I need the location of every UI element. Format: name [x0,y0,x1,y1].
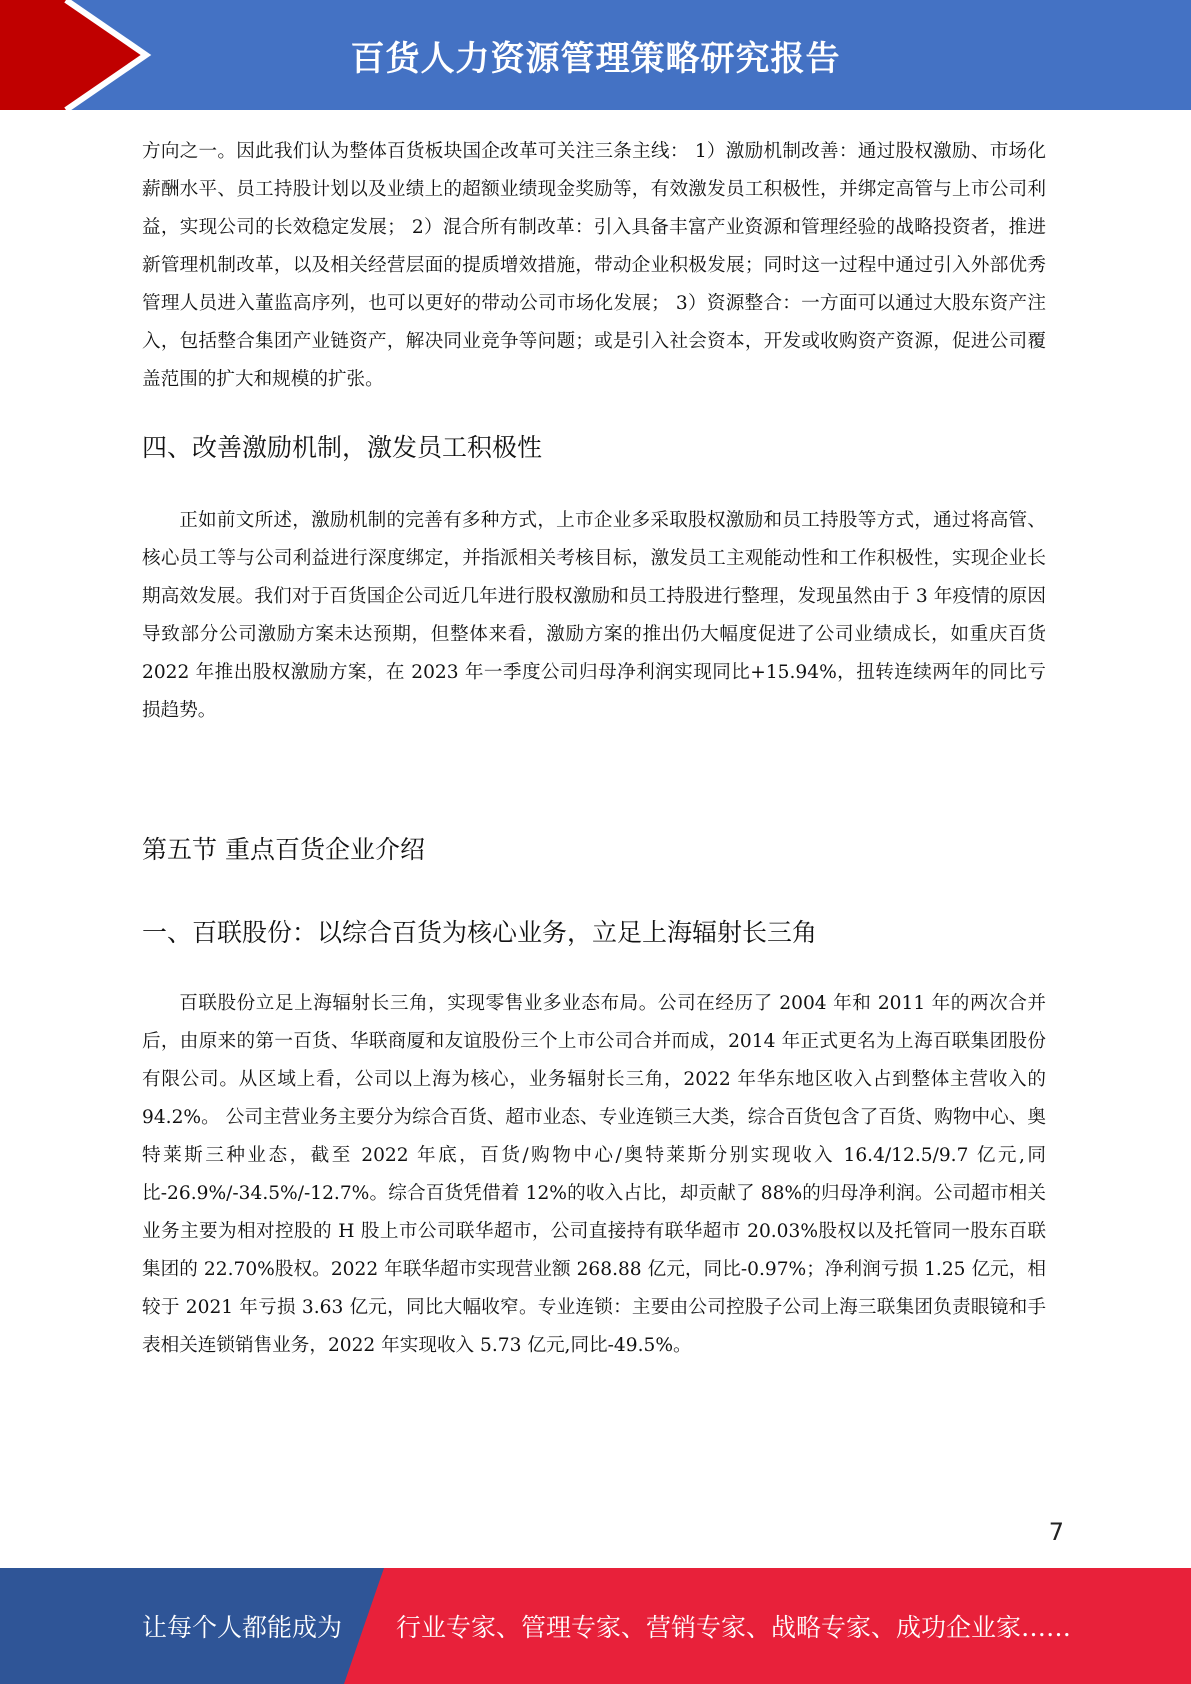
body-paragraph-3 [142,985,1046,1365]
heading-section-4 [142,428,1046,464]
heading-text: 一、百联股份：以综合百货为核心业务，立足上海辐射长三角 [142,918,818,947]
paragraph-text: 方向之一。因此我们认为整体百货板块国企改革可关注三条主线： 1）激励机制改善：通过股权激励、市场化薪酬水平、员工持股计划以及业绩上的超额业绩现金奖励等，有效激发员工积极性，并绑定高管与上市公司利益，实现公司的长效稳定发展； 2）混合所有制改革：引入具备丰富产业资源和管理经验的战略投资者，推进新管理机制改革，以及相关经营层面的提质增效措施，带动企业积极发展；同时这一过程中通过引入外部优秀管理人员进入董监高序列，也可以更好的带动公司市场化发展； 3）资源整合：一方面可以通过大股东资产注入，包括整合集团产业链资产，解决同业竞争等问题；或是引入社会资本，开发或收购资产资源，促进公司覆盖范围的扩大和规模的扩张。 [142,141,1046,390]
heading-company-1 [142,913,1046,949]
page-header [0,0,1191,110]
body-paragraph-2 [142,502,1046,730]
body-paragraph-1 [142,133,1046,399]
heading-text: 四、改善激励机制，激发员工积极性 [142,433,543,462]
section-title-text: 第五节 重点百货企业介绍 [142,835,425,864]
page-number: 7 [1048,1518,1064,1546]
footer-slogan-left: 让每个人都能成为 [142,1613,343,1642]
footer-slogan-right: 行业专家、管理专家、营销专家、战略专家、成功企业家…… [396,1613,1072,1642]
paragraph-text: 百联股份立足上海辐射长三角，实现零售业多业态布局。公司在经历了 2004 年和 2011 年的两次合并后，由原来的第一百货、华联商厦和友谊股份三个上市公司合并而成，2014 年正式更名为上海百联集团股份有限公司。从区域上看，公司以上海为核心，业务辐射长三角，2022 年华东地区收入占到整体主营收入的 94.2%。 公司主营业务主要分为综合百货、超市业态、专业连锁三大类，综合百货包含了百货、购物中心、奥特莱斯三种业态，截至 2022 年底，百货/购物中心/奥特莱斯分别实现收入 16.4/12.5/9.7 亿元,同比-26.9%/-34.5%/-12.7%。综合百货凭借着 12%的收入占比，却贡献了 88%的归母净利润。公司超市相关业务主要为相对控股的 H 股上市公司联华超市，公司直接持有联华超市 20.03%股权以及托管同一股东百联集团的 22.70%股权。2022 年联华超市实现营业额 268.88 亿元，同比-0.97%；净利润亏损 1.25 亿元，相较于 2021 年亏损 3.63 亿元，同比大幅收窄。专业连锁：主要由公司控股子公司上海三联集团负责眼镜和手表相关连锁销售业务，2022 年实现收入 5.73 亿元,同比-49.5%。 [142,993,1046,1356]
report-title: 百货人力资源管理策略研究报告 [350,38,841,79]
section-title-5 [142,830,1046,866]
page-footer [0,1568,1191,1684]
paragraph-text: 正如前文所述，激励机制的完善有多种方式，上市企业多采取股权激励和员工持股等方式，通过将高管、核心员工等与公司利益进行深度绑定，并指派相关考核目标，激发员工主观能动性和工作积极性，实现企业长期高效发展。我们对于百货国企公司近几年进行股权激励和员工持股进行整理，发现虽然由于 3 年疫情的原因导致部分公司激励方案未达预期，但整体来看，激励方案的推出仍大幅度促进了公司业绩成长，如重庆百货 2022 年推出股权激励方案，在 2023 年一季度公司归母净利润实现同比+15.94%，扭转连续两年的同比亏损趋势。 [142,510,1046,721]
